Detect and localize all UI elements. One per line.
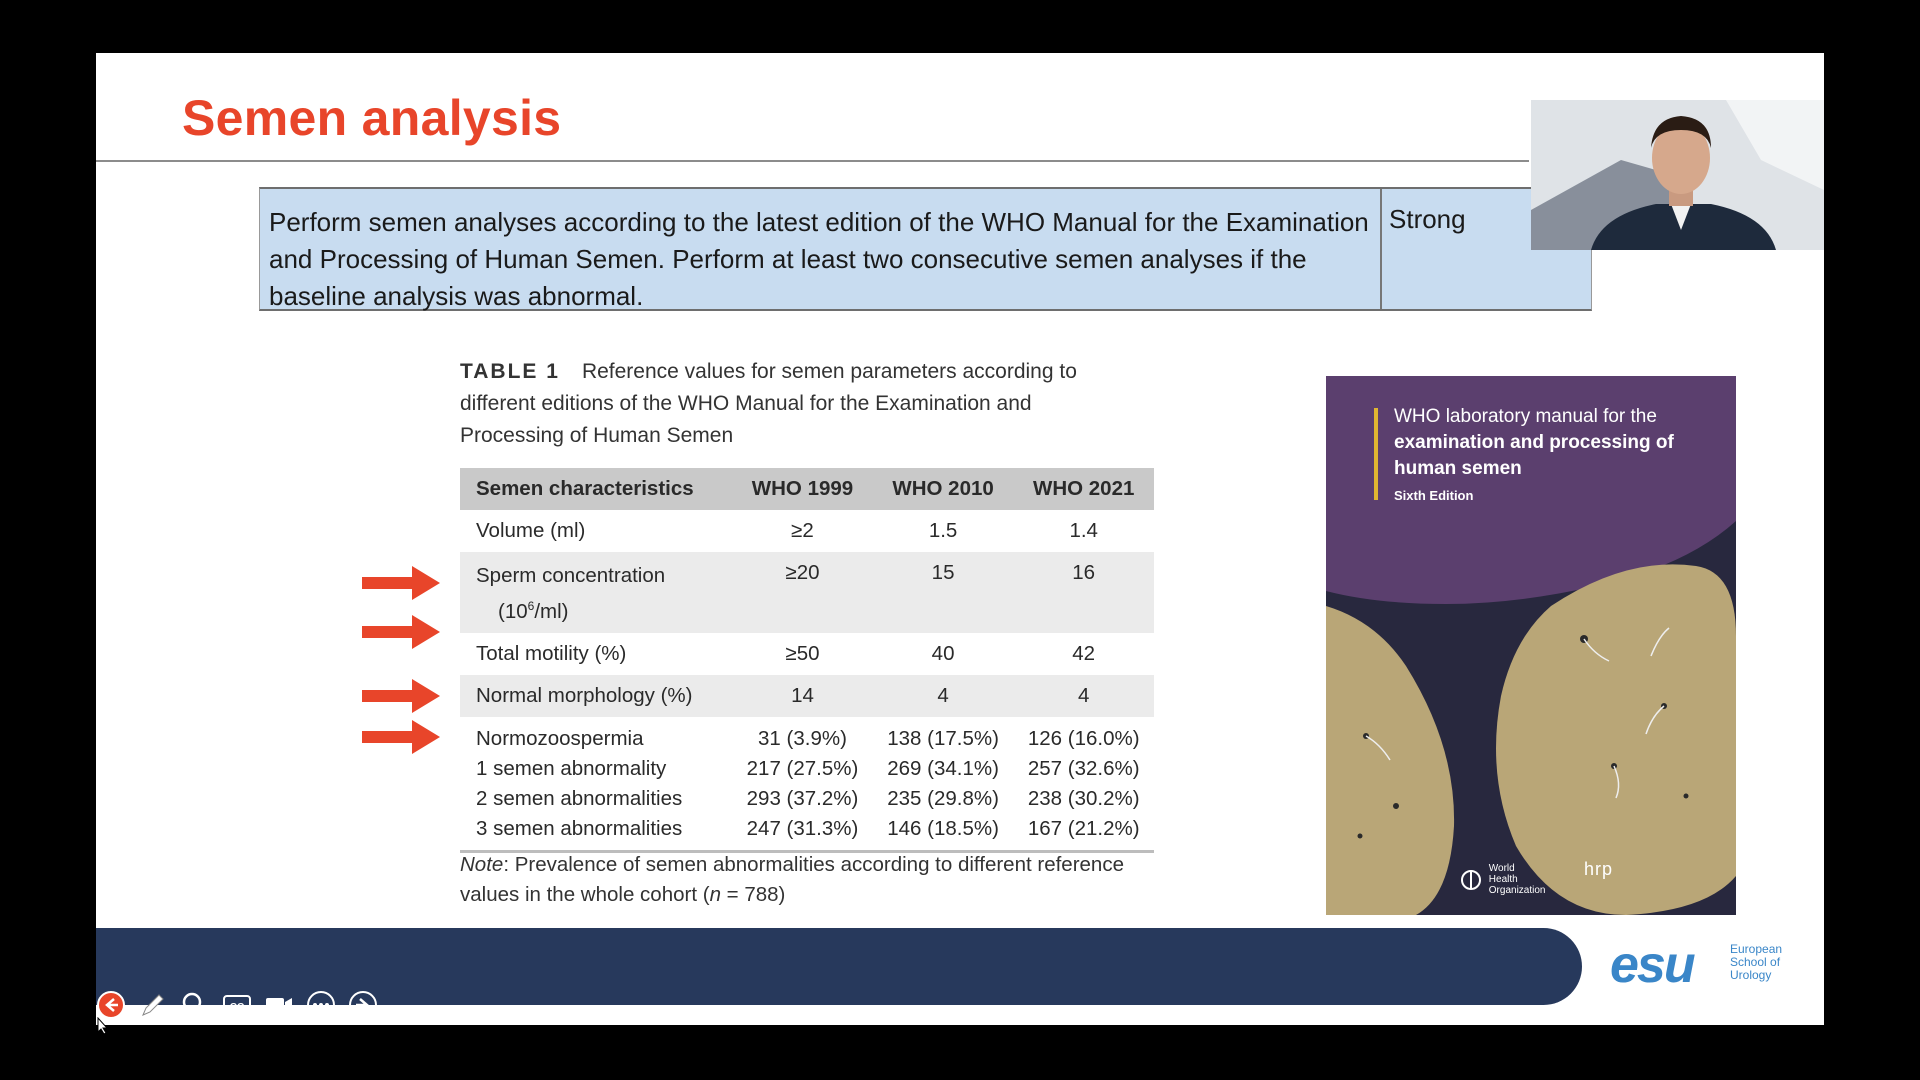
table-cell: 126 (16.0%) [1027, 727, 1140, 750]
table-cell: 40 [931, 642, 955, 665]
who-logo [1456, 863, 1545, 896]
cover-edition: Sixth Edition [1394, 488, 1474, 503]
arrow-icon [362, 720, 440, 754]
row-unit: $(10^6/ml)$ [498, 599, 569, 623]
table-cell: 1.4 [1069, 519, 1098, 542]
row-label [460, 552, 732, 633]
table-header: WHO 2010 [873, 468, 1014, 510]
who-emblem-icon [1456, 869, 1486, 891]
table-cell: 1.5 [928, 519, 958, 542]
presenter-video [1531, 100, 1824, 250]
presenter-webcam [1531, 100, 1824, 250]
cover-accent-bar [1374, 408, 1378, 500]
who-manual-cover [1326, 376, 1736, 915]
table-label: TABLE 1 [460, 360, 560, 383]
table-cell: 247 (31.3%) [732, 814, 873, 852]
table-row [460, 754, 1154, 784]
who-logo-text: World Health Organization [1488, 863, 1546, 896]
pen-icon[interactable] [138, 990, 168, 1020]
cover-title-line1: WHO laboratory manual for the [1394, 406, 1657, 427]
esu-tagline: European School of Urology [1730, 942, 1783, 982]
note-text: : Prevalence of semen abnormalities according to different reference values in the whole cohort ( [460, 853, 1124, 906]
table-cell: 217 (27.5%) [746, 757, 859, 780]
table-cell: 146 (18.5%) [873, 814, 1014, 852]
table-row [460, 633, 1154, 675]
table-header: Semen characteristics [460, 468, 732, 510]
table-cell: 4 [1013, 675, 1154, 717]
hrp-logo: hrp [1584, 859, 1614, 879]
table-header: WHO 1999 [732, 468, 873, 510]
cover-title-line2: examination and processing of human semen [1394, 432, 1674, 479]
slide-title: Semen analysis [182, 90, 562, 146]
row-label-text: Sperm concentration [476, 564, 666, 587]
table-row [460, 814, 1154, 852]
table-cell: 15 [873, 552, 1014, 633]
table-cell: ≥20 [732, 552, 873, 633]
arrow-icon [362, 566, 440, 600]
table-cell: 16 [1013, 552, 1154, 633]
row-label: Total motility (%) [476, 642, 627, 665]
recommendation-divider [1380, 189, 1382, 309]
table-cell: ≥2 [791, 519, 814, 542]
table-caption-text: Reference values for semen parameters according to different editions of the WHO Manual for the Examination and Processing of Human Semen [460, 360, 1077, 447]
svg-text:CC: CC [229, 1002, 245, 1013]
row-label: Normal morphology (%) [460, 675, 732, 717]
table-cell: 293 (37.2%) [746, 787, 859, 810]
table-row [460, 552, 1154, 633]
more-icon[interactable] [306, 990, 336, 1020]
esu-logo [1610, 936, 1810, 999]
mouse-cursor-icon [97, 1017, 109, 1035]
esu-logo-mark: esu [1610, 936, 1694, 994]
table-cell: 238 (30.2%) [1027, 787, 1140, 810]
forward-arrow-icon[interactable] [348, 990, 378, 1020]
table-cell: 257 (32.6%) [1027, 757, 1140, 780]
back-arrow-icon[interactable] [96, 990, 126, 1020]
table-cell: ≥50 [785, 642, 820, 665]
row-label: Volume (ml) [476, 519, 586, 542]
recommendation-text: Perform semen analyses according to the latest edition of the WHO Manual for the Examination and Processing of Human Semen. Perform at least two consecutive semen analyses if the baseline analysis was abnormal. [269, 207, 1369, 311]
table-cell: 269 (34.1%) [887, 757, 999, 780]
note-label: Note [460, 853, 504, 876]
cc-icon[interactable] [222, 990, 252, 1020]
arrow-icon [362, 679, 440, 713]
title-divider [96, 160, 1529, 162]
row-label: 3 semen abnormalities [460, 814, 732, 852]
table-cell: 42 [1072, 642, 1096, 665]
table-row [460, 717, 1154, 754]
table-caption [460, 356, 1140, 452]
arrow-icon [362, 615, 440, 649]
table-cell: 235 (29.8%) [887, 787, 999, 810]
table-note [460, 850, 1160, 910]
table-row [460, 675, 1154, 717]
cover-title [1394, 404, 1714, 503]
recommendation-strength: Strong [1389, 204, 1466, 234]
camera-icon[interactable] [264, 990, 294, 1020]
table-cell: 138 (17.5%) [887, 727, 999, 750]
row-label: Normozoospermia [476, 727, 644, 750]
table-header-row [460, 468, 1154, 510]
table-cell: 14 [732, 675, 873, 717]
reference-values-table [460, 468, 1154, 853]
note-end: = 788) [720, 883, 786, 906]
table-row [460, 784, 1154, 814]
table-cell: 4 [873, 675, 1014, 717]
table-cell: 31 (3.9%) [758, 727, 847, 750]
zoom-icon[interactable] [180, 990, 210, 1020]
row-label: 2 semen abnormalities [476, 787, 683, 810]
recommendation-box [259, 187, 1592, 311]
table-header: WHO 2021 [1013, 468, 1154, 510]
table-cell: 167 (21.2%) [1013, 814, 1154, 852]
note-n: n [709, 883, 721, 906]
table-row [460, 510, 1154, 552]
row-label: 1 semen abnormality [476, 757, 667, 780]
